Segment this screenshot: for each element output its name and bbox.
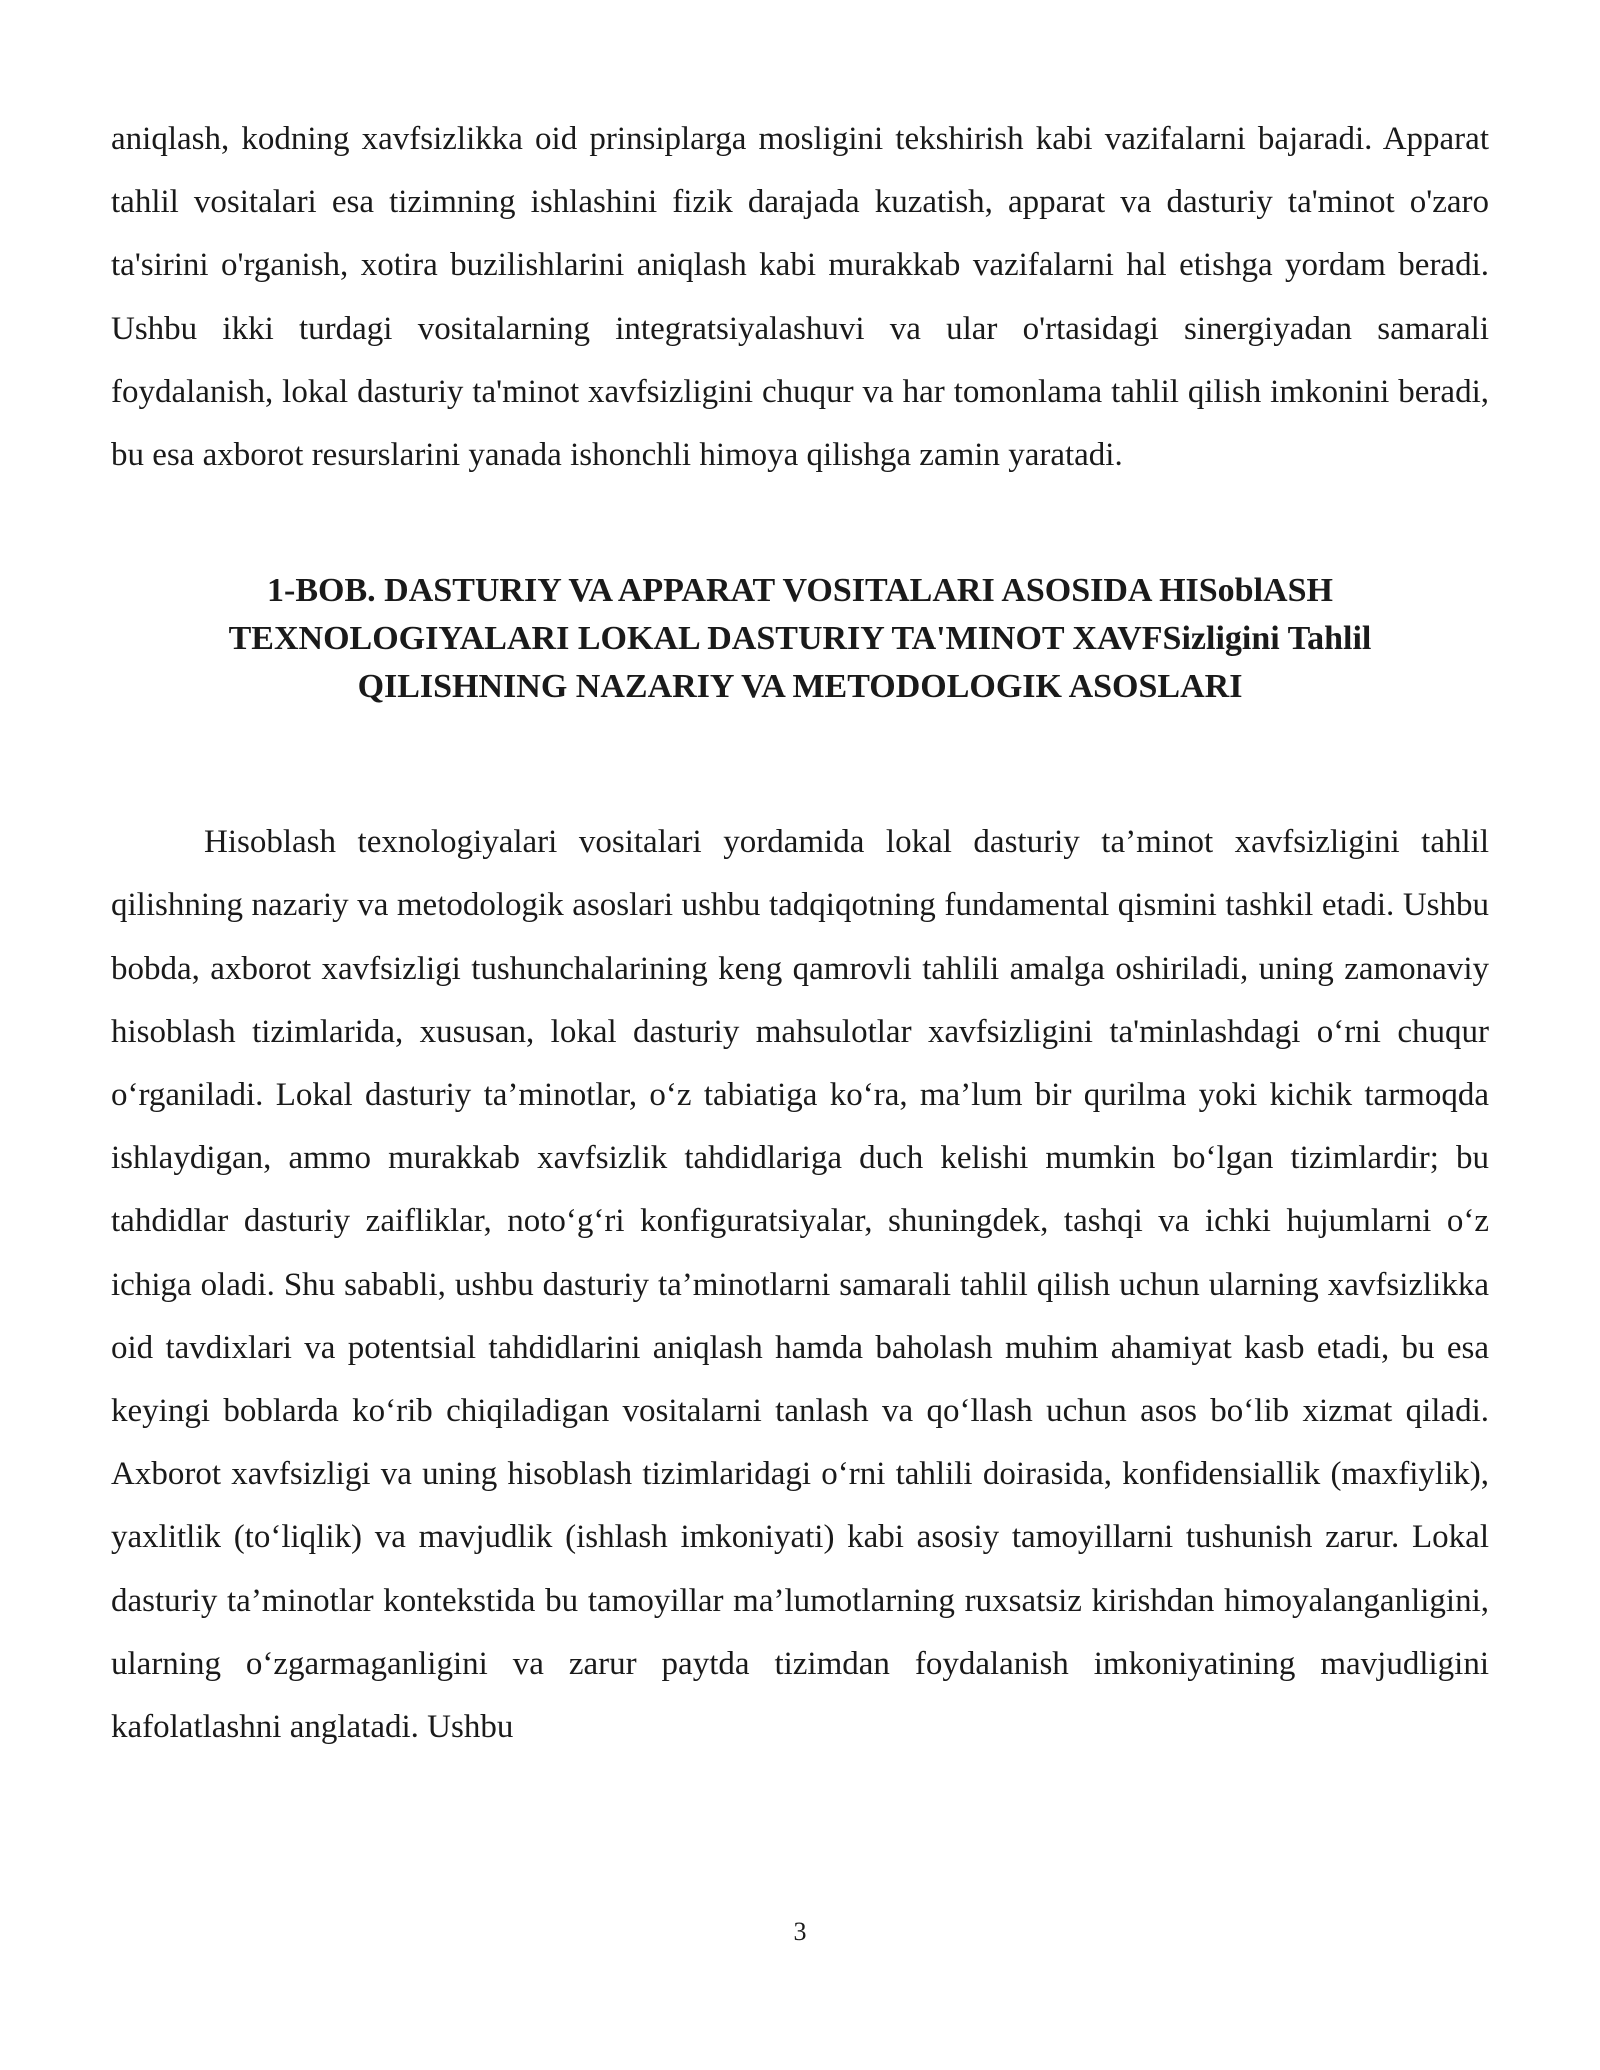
intro-paragraph: aniqlash, kodning xavfsizlikka oid prinsiplarga mosligini tekshirish kabi vazifalarni bajaradi. Apparat tahlil vositalari esa tizimning ishlashini fizik darajada kuzatish, apparat va dasturiy ta'minot o'zaro ta'sirini o'rganish, xotira buzilishlarini aniqlash kabi murakkab vazifalarni hal etishga yordam beradi. Ushbu ikki turdagi vositalarning integratsiyalashuvi va ular o'rtasidagi sinergiyadan samarali foydalanish, lokal dasturiy ta'minot xavfsizligini chuqur va har tomonlama tahlil qilish imkonini beradi, bu esa axborot resurslarini yanada ishonchli himoya qilishga zamin yaratadi. <box>111 121 1489 474</box>
chapter-heading-line-1: 1-BOB. DASTURIY VA APPARAT VOSITALARI ASOSIDA HISoblASH <box>267 572 1333 610</box>
chapter-heading-line-3: QILISHNING NAZARIY VA METODOLOGIK ASOSLARI <box>357 668 1243 706</box>
body-paragraph: Hisoblash texnologiyalari vositalari yordamida lokal dasturiy ta’minot xavfsizligini tahlil qilishning nazariy va metodologik asoslari ushbu tadqiqotning fundamental qismini tashkil etadi. Ushbu bobda, axborot xavfsizligi tushunchalarining keng qamrovli tahlili amalga oshiriladi, uning zamonaviy hisoblash tizimlarida, xususan, lokal dasturiy mahsulotlar xavfsizligini ta'minlashdagi o‘rni chuqur o‘rganiladi. Lokal dasturiy ta’minotlar, o‘z tabiatiga ko‘ra, ma’lum bir qurilma yoki kichik tarmoqda ishlaydigan, ammo murakkab xavfsizlik tahdidlariga duch kelishi mumkin bo‘lgan tizimlardir; bu tahdidlar dasturiy zaifliklar, noto‘g‘ri konfiguratsiyalar, shuningdek, tashqi va ichki hujumlarni o‘z ichiga oladi. Shu sababli, ushbu dasturiy ta’minotlarni samarali tahlil qilish uchun ularning xavfsizlikka oid tavdixlari va potentsial tahdidlarini aniqlash hamda baholash muhim ahamiyat kasb etadi, bu esa keyingi boblarda ko‘rib chiqiladigan vositalarni tanlash va qo‘llash uchun asos bo‘lib xizmat qiladi. Axborot xavfsizligi va uning hisoblash tizimlaridagi o‘rni tahlili doirasida, konfidensiallik (maxfiylik), yaxlitlik (to‘liqlik) va mavjudlik (ishlash imkoniyati) kabi asosiy tamoyillarni tushunish zarur. Lokal dasturiy ta’minotlar kontekstida bu tamoyillar ma’lumotlarning ruxsatsiz kirishdan himoyalanganligini, ularning o‘zgarmaganligini va zarur paytda tizimdan foydalanish imkoniyatining mavjudligini kafolatlashni anglatadi. Ushbu <box>111 824 1489 1746</box>
document-page <box>111 108 1489 1759</box>
page-number: 3 <box>793 1917 807 1946</box>
chapter-heading-line-2: TEXNOLOGIYALARI LOKAL DASTURIY TA'MINOT XAVFSizligini Tahlil <box>228 620 1372 658</box>
chapter-heading <box>111 567 1489 711</box>
